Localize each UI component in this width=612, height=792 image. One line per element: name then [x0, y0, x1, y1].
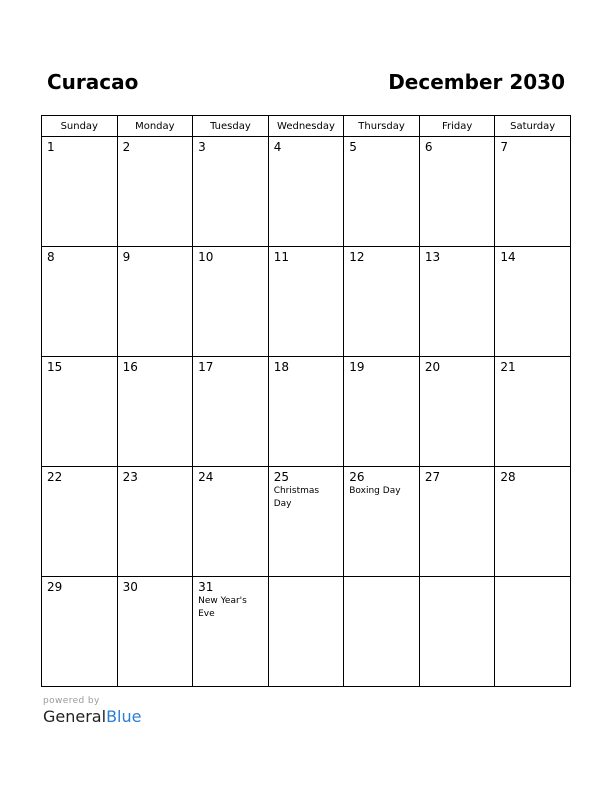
week-row [42, 577, 571, 687]
day-number: 3 [198, 140, 206, 154]
day-cell [42, 577, 118, 687]
brand-blue: Blue [106, 707, 142, 726]
week-row [42, 357, 571, 467]
day-cell [193, 467, 269, 577]
weekday-tuesday: Tuesday [193, 116, 269, 137]
day-cell [419, 357, 495, 467]
day-number: 16 [122, 360, 138, 374]
day-number: 14 [500, 250, 516, 264]
weekday-monday: Monday [117, 116, 193, 137]
day-cell [268, 247, 344, 357]
day-cell [42, 357, 118, 467]
day-cell [344, 247, 420, 357]
day-cell [193, 137, 269, 247]
day-cell [268, 137, 344, 247]
generalblue-logo[interactable] [43, 696, 141, 726]
day-number: 8 [47, 250, 55, 264]
day-number: 18 [273, 360, 289, 374]
day-cell [42, 467, 118, 577]
day-number: 4 [273, 140, 282, 154]
brand-wordmark [43, 707, 141, 726]
day-number: 31 [198, 580, 214, 594]
day-cell [117, 467, 193, 577]
holiday-label: New Year's Eve [198, 596, 247, 619]
day-cell [495, 137, 571, 247]
weekday-wednesday: Wednesday [268, 116, 344, 137]
day-number: 26 [349, 470, 365, 484]
day-number: 2 [122, 140, 131, 154]
empty-day-cell [268, 577, 344, 687]
day-number: 7 [500, 140, 509, 154]
day-number: 17 [198, 360, 214, 374]
day-cell [419, 137, 495, 247]
weekday-friday: Friday [419, 116, 495, 137]
week-row [42, 247, 571, 357]
day-number: 29 [47, 580, 63, 594]
day-cell [117, 357, 193, 467]
day-cell [117, 137, 193, 247]
day-number: 24 [198, 470, 214, 484]
day-number: 25 [273, 470, 289, 484]
day-cell [495, 247, 571, 357]
day-number: 6 [424, 140, 433, 154]
holiday-label: Boxing Day [349, 486, 401, 496]
day-cell [42, 137, 118, 247]
day-number: 11 [273, 250, 289, 264]
weekday-thursday: Thursday [344, 116, 420, 137]
day-cell [117, 247, 193, 357]
day-number: 9 [122, 250, 131, 264]
powered-by-text: powered by [43, 696, 100, 706]
weekday-header-row [42, 116, 571, 137]
day-cell [193, 357, 269, 467]
brand-general: General [43, 707, 107, 726]
week-row [42, 467, 571, 577]
month-title: December 2030 [388, 70, 565, 94]
day-cell [193, 577, 269, 687]
day-number: 10 [198, 250, 214, 264]
day-number: 27 [424, 470, 441, 484]
day-cell [344, 357, 420, 467]
weekday-sunday: Sunday [42, 116, 118, 137]
empty-day-cell [344, 577, 420, 687]
day-number: 28 [500, 470, 516, 484]
day-cell [419, 247, 495, 357]
day-cell [268, 467, 344, 577]
day-number: 19 [349, 360, 365, 374]
day-number: 30 [122, 580, 138, 594]
day-number: 12 [349, 250, 365, 264]
day-cell [495, 357, 571, 467]
day-number: 21 [500, 360, 516, 374]
holiday-label: Christmas Day [273, 486, 320, 509]
day-cell [344, 467, 420, 577]
week-row [42, 137, 571, 247]
country-title: Curacao [47, 70, 139, 94]
day-number: 20 [424, 360, 441, 374]
day-number: 22 [47, 470, 63, 484]
day-cell [117, 577, 193, 687]
day-cell [344, 137, 420, 247]
calendar-grid [41, 115, 571, 687]
empty-day-cell [495, 577, 571, 687]
empty-day-cell [419, 577, 495, 687]
day-number: 13 [424, 250, 441, 264]
day-number: 23 [122, 470, 138, 484]
day-cell [495, 467, 571, 577]
day-number: 15 [47, 360, 63, 374]
day-cell [268, 357, 344, 467]
day-cell [419, 467, 495, 577]
day-cell [193, 247, 269, 357]
day-number: 1 [47, 140, 55, 154]
weekday-saturday: Saturday [495, 116, 571, 137]
day-number: 5 [349, 140, 357, 154]
day-cell [42, 247, 118, 357]
